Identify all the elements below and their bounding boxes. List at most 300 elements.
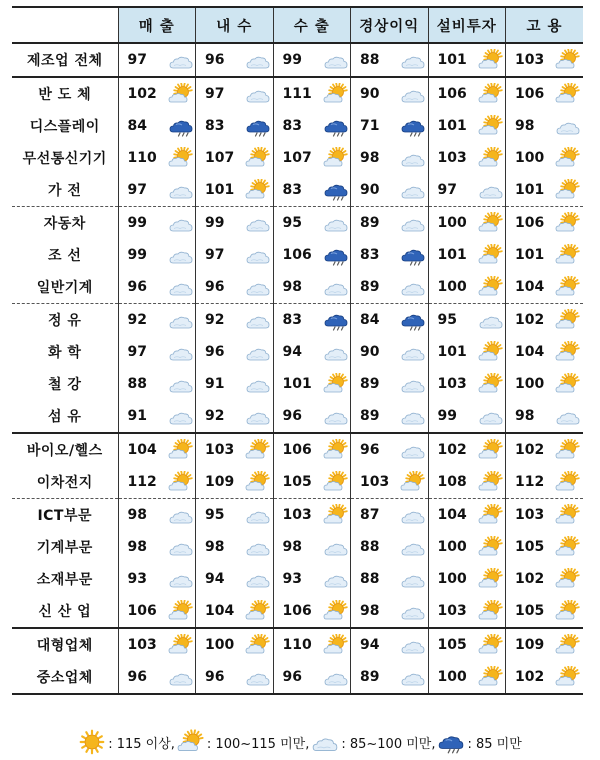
row-label: 섬 유 — [48, 409, 82, 425]
value-cell — [506, 368, 584, 400]
partly-sunny-icon — [478, 373, 504, 395]
value-cell — [273, 368, 351, 400]
value-number: 103 — [127, 637, 157, 653]
partly-sunny-icon — [555, 536, 581, 558]
value-number: 100 — [437, 279, 467, 295]
value-number: 98 — [282, 539, 302, 555]
value-number: 104 — [515, 344, 545, 360]
partly-sunny-icon — [245, 471, 271, 493]
value-cell — [428, 77, 506, 110]
table-row — [12, 531, 583, 563]
value-number: 99 — [282, 52, 302, 68]
value-number: 101 — [515, 182, 545, 198]
row-label: 바이오/헬스 — [12, 433, 118, 466]
value-number: 83 — [282, 312, 302, 328]
cloudy-icon — [400, 600, 426, 622]
value-cell — [273, 595, 351, 628]
value-cell — [196, 174, 274, 207]
value-cell — [196, 271, 274, 304]
value-number: 100 — [205, 637, 235, 653]
value-cell — [196, 433, 274, 466]
value-cell — [428, 110, 506, 142]
value-number: 96 — [205, 669, 225, 685]
value-number: 106 — [437, 86, 467, 102]
col-header: 매 출 — [118, 7, 196, 43]
value-number: 97 — [205, 247, 225, 263]
legend-item — [311, 729, 435, 755]
value-cell — [351, 400, 429, 433]
table-row — [12, 77, 583, 110]
value-cell — [118, 271, 196, 304]
cloudy-icon — [400, 147, 426, 169]
value-cell — [118, 368, 196, 400]
value-number: 87 — [360, 507, 380, 523]
cloudy-icon — [400, 83, 426, 105]
cloudy-icon — [168, 49, 194, 71]
cloudy-icon — [168, 536, 194, 558]
partly-sunny-icon — [555, 341, 581, 363]
row-label: 디스플레이 — [29, 119, 100, 135]
cloudy-icon — [400, 212, 426, 234]
value-number: 89 — [360, 215, 380, 231]
cloudy-icon — [245, 666, 271, 688]
value-number: 84 — [360, 312, 380, 328]
value-number: 83 — [282, 182, 302, 198]
partly-sunny-icon — [400, 471, 426, 493]
value-number: 109 — [205, 474, 235, 490]
value-cell — [118, 433, 196, 466]
value-cell — [428, 628, 506, 661]
value-cell — [196, 207, 274, 240]
value-cell — [428, 368, 506, 400]
value-number: 106 — [282, 603, 312, 619]
bsi-table — [12, 6, 583, 695]
value-number: 106 — [282, 247, 312, 263]
row-label: 일반기계 — [36, 280, 93, 296]
table-row — [12, 271, 583, 304]
value-cell — [196, 239, 274, 271]
value-cell — [273, 304, 351, 337]
value-cell — [506, 499, 584, 532]
legend-text: : 100~115 미만, — [206, 736, 310, 752]
value-number: 97 — [127, 182, 147, 198]
value-number: 107 — [282, 150, 312, 166]
partly-sunny-icon — [478, 634, 504, 656]
row-label: 무선통신기기 — [22, 151, 107, 167]
value-number: 109 — [515, 637, 545, 653]
cloudy-icon — [245, 244, 271, 266]
value-cell — [273, 336, 351, 368]
col-header: 설비투자 — [428, 7, 506, 43]
value-number: 93 — [282, 571, 302, 587]
value-cell — [428, 239, 506, 271]
partly-sunny-icon — [478, 115, 504, 137]
partly-sunny-icon — [555, 600, 581, 622]
legend-item — [177, 729, 309, 755]
value-number: 106 — [127, 603, 157, 619]
value-number: 103 — [437, 150, 467, 166]
value-cell — [118, 207, 196, 240]
table-row — [12, 304, 583, 337]
partly-sunny-icon — [478, 504, 504, 526]
legend-item — [437, 729, 521, 755]
rainy-icon — [323, 179, 349, 201]
value-cell — [273, 77, 351, 110]
value-cell — [273, 531, 351, 563]
value-number: 103 — [437, 376, 467, 392]
value-cell — [428, 142, 506, 174]
value-cell — [428, 595, 506, 628]
value-number: 96 — [127, 669, 147, 685]
cloudy-icon — [323, 276, 349, 298]
value-cell — [118, 400, 196, 433]
partly-sunny-icon — [323, 83, 349, 105]
rainy-icon — [400, 115, 426, 137]
table-row — [12, 239, 583, 271]
cloudy-icon — [168, 309, 194, 331]
value-cell — [196, 563, 274, 595]
value-number: 94 — [360, 637, 380, 653]
value-cell — [428, 563, 506, 595]
cloudy-icon — [168, 179, 194, 201]
partly-sunny-icon — [478, 568, 504, 590]
row-label: 대형업체 — [12, 628, 118, 661]
rainy-icon — [245, 115, 271, 137]
rainy-icon — [400, 309, 426, 331]
partly-sunny-icon — [478, 439, 504, 461]
cloudy-icon — [168, 666, 194, 688]
table-row — [12, 433, 583, 466]
value-number: 97 — [437, 182, 457, 198]
partly-sunny-icon — [323, 471, 349, 493]
value-cell — [196, 595, 274, 628]
partly-sunny-icon — [245, 600, 271, 622]
partly-sunny-icon — [478, 49, 504, 71]
partly-sunny-icon — [478, 471, 504, 493]
value-cell — [506, 466, 584, 499]
value-number: 108 — [437, 474, 467, 490]
cloudy-icon — [555, 115, 581, 137]
col-header: 경상이익 — [351, 7, 429, 43]
rainy-icon — [168, 115, 194, 137]
value-number: 83 — [205, 118, 225, 134]
partly-sunny-icon — [245, 634, 271, 656]
value-cell — [351, 466, 429, 499]
value-cell — [506, 77, 584, 110]
rainy-icon — [323, 244, 349, 266]
legend — [0, 727, 600, 757]
cloudy-icon — [245, 212, 271, 234]
cloudy-icon — [245, 83, 271, 105]
value-cell — [118, 142, 196, 174]
value-cell — [118, 43, 196, 77]
value-cell — [506, 661, 584, 694]
value-cell — [428, 207, 506, 240]
value-number: 98 — [360, 603, 380, 619]
partly-sunny-icon — [478, 666, 504, 688]
cloudy-icon — [245, 276, 271, 298]
value-cell — [351, 336, 429, 368]
value-number: 103 — [205, 442, 235, 458]
value-cell — [506, 110, 584, 142]
value-number: 100 — [437, 571, 467, 587]
value-number: 112 — [515, 474, 545, 490]
value-cell — [196, 400, 274, 433]
partly-sunny-icon — [478, 341, 504, 363]
value-cell — [118, 531, 196, 563]
value-number: 92 — [205, 408, 225, 424]
value-cell — [118, 628, 196, 661]
value-cell — [506, 304, 584, 337]
value-number: 96 — [205, 344, 225, 360]
value-number: 90 — [360, 182, 380, 198]
partly-sunny-icon — [478, 244, 504, 266]
value-cell — [351, 304, 429, 337]
row-label: 소재부문 — [36, 572, 93, 588]
value-cell — [118, 77, 196, 110]
cloudy-icon — [245, 373, 271, 395]
row-label: 조 선 — [48, 248, 82, 264]
col-header: 내 수 — [196, 7, 274, 43]
value-cell — [506, 531, 584, 563]
partly-sunny-icon — [555, 179, 581, 201]
value-cell — [428, 466, 506, 499]
value-cell — [273, 499, 351, 532]
value-cell — [428, 174, 506, 207]
col-header: 수 출 — [273, 7, 351, 43]
row-label: 중소업체 — [36, 670, 93, 686]
value-number: 104 — [515, 279, 545, 295]
partly-sunny-icon — [555, 83, 581, 105]
row-label: 가 전 — [48, 183, 82, 199]
value-cell — [351, 661, 429, 694]
value-number: 95 — [282, 215, 302, 231]
value-number: 97 — [127, 52, 147, 68]
rainy-icon — [323, 309, 349, 331]
table-row — [12, 595, 583, 628]
cloudy-icon — [478, 179, 504, 201]
value-number: 103 — [437, 603, 467, 619]
value-cell — [196, 368, 274, 400]
header-row — [12, 7, 583, 43]
cloudy-icon — [245, 309, 271, 331]
row-label: 이차전지 — [36, 475, 93, 491]
cloudy-icon — [323, 49, 349, 71]
partly-sunny-icon — [555, 244, 581, 266]
cloudy-icon — [323, 212, 349, 234]
value-number: 105 — [437, 637, 467, 653]
value-number: 96 — [205, 52, 225, 68]
value-number: 96 — [282, 408, 302, 424]
value-cell — [506, 142, 584, 174]
value-cell — [196, 77, 274, 110]
value-number: 96 — [282, 669, 302, 685]
value-number: 105 — [515, 603, 545, 619]
row-label: 신 산 업 — [38, 604, 92, 620]
value-number: 102 — [515, 442, 545, 458]
cloudy-icon — [323, 536, 349, 558]
table-row — [12, 661, 583, 694]
partly-sunny-icon — [245, 147, 271, 169]
rainy-icon — [437, 729, 465, 755]
cloudy-icon — [168, 244, 194, 266]
value-number: 101 — [515, 247, 545, 263]
partly-sunny-icon — [555, 212, 581, 234]
value-number: 92 — [127, 312, 147, 328]
table-row — [12, 368, 583, 400]
cloudy-icon — [400, 373, 426, 395]
cloudy-icon — [323, 568, 349, 590]
value-number: 83 — [282, 118, 302, 134]
value-cell — [196, 531, 274, 563]
value-cell — [428, 661, 506, 694]
value-cell — [428, 304, 506, 337]
value-cell — [351, 531, 429, 563]
value-cell — [506, 336, 584, 368]
value-cell — [351, 368, 429, 400]
value-number: 98 — [282, 279, 302, 295]
cloudy-icon — [400, 568, 426, 590]
value-number: 99 — [127, 215, 147, 231]
partly-sunny-icon — [478, 147, 504, 169]
value-number: 112 — [127, 474, 157, 490]
partly-sunny-icon — [177, 729, 205, 755]
partly-sunny-icon — [555, 49, 581, 71]
value-cell — [273, 628, 351, 661]
value-number: 83 — [360, 247, 380, 263]
value-cell — [506, 43, 584, 77]
value-cell — [351, 239, 429, 271]
value-number: 104 — [205, 603, 235, 619]
value-number: 91 — [205, 376, 225, 392]
value-number: 89 — [360, 669, 380, 685]
value-number: 100 — [515, 150, 545, 166]
value-number: 90 — [360, 344, 380, 360]
row-label: 제조업 전체 — [27, 53, 103, 69]
value-number: 110 — [127, 150, 157, 166]
legend-item — [78, 729, 175, 755]
cloudy-icon — [311, 729, 339, 755]
value-cell — [428, 531, 506, 563]
value-number: 101 — [437, 52, 467, 68]
value-number: 98 — [205, 539, 225, 555]
value-cell — [196, 304, 274, 337]
value-number: 96 — [205, 279, 225, 295]
value-cell — [273, 207, 351, 240]
value-number: 98 — [515, 118, 535, 134]
value-cell — [118, 499, 196, 532]
cloudy-icon — [478, 309, 504, 331]
cloudy-icon — [400, 536, 426, 558]
value-number: 98 — [127, 507, 147, 523]
value-number: 97 — [205, 86, 225, 102]
value-cell — [273, 563, 351, 595]
value-number: 98 — [127, 539, 147, 555]
value-cell — [118, 336, 196, 368]
sunny-icon — [78, 729, 106, 755]
value-cell — [118, 304, 196, 337]
value-cell — [428, 433, 506, 466]
partly-sunny-icon — [555, 439, 581, 461]
value-number: 99 — [127, 247, 147, 263]
header-corner — [12, 7, 118, 43]
value-number: 89 — [360, 408, 380, 424]
partly-sunny-icon — [323, 439, 349, 461]
value-cell — [428, 499, 506, 532]
value-number: 96 — [127, 279, 147, 295]
cloudy-icon — [245, 536, 271, 558]
cloudy-icon — [168, 341, 194, 363]
value-cell — [118, 563, 196, 595]
cloudy-icon — [168, 405, 194, 427]
partly-sunny-icon — [555, 504, 581, 526]
value-cell — [273, 174, 351, 207]
partly-sunny-icon — [168, 439, 194, 461]
value-number: 101 — [205, 182, 235, 198]
value-cell — [196, 336, 274, 368]
value-cell — [506, 433, 584, 466]
value-cell — [118, 239, 196, 271]
cloudy-icon — [245, 568, 271, 590]
value-cell — [196, 466, 274, 499]
cloudy-icon — [400, 504, 426, 526]
value-cell — [506, 595, 584, 628]
partly-sunny-icon — [478, 600, 504, 622]
table-row — [12, 466, 583, 499]
value-number: 71 — [360, 118, 380, 134]
value-cell — [196, 142, 274, 174]
partly-sunny-icon — [323, 634, 349, 656]
partly-sunny-icon — [323, 147, 349, 169]
cloudy-icon — [555, 405, 581, 427]
rainy-icon — [323, 115, 349, 137]
legend-text: : 85 미만 — [467, 736, 522, 752]
value-number: 92 — [205, 312, 225, 328]
cloudy-icon — [245, 405, 271, 427]
value-cell — [273, 661, 351, 694]
table-row — [12, 110, 583, 142]
value-number: 98 — [360, 150, 380, 166]
value-number: 104 — [437, 507, 467, 523]
value-number: 103 — [515, 507, 545, 523]
value-number: 100 — [437, 215, 467, 231]
value-number: 103 — [360, 474, 390, 490]
value-number: 88 — [360, 539, 380, 555]
value-number: 97 — [127, 344, 147, 360]
value-cell — [273, 142, 351, 174]
cloudy-icon — [323, 666, 349, 688]
value-cell — [351, 174, 429, 207]
value-cell — [196, 43, 274, 77]
partly-sunny-icon — [478, 212, 504, 234]
cloudy-icon — [478, 405, 504, 427]
row-label: 정 유 — [12, 304, 118, 337]
cloudy-icon — [323, 341, 349, 363]
partly-sunny-icon — [168, 634, 194, 656]
col-header: 고 용 — [506, 7, 584, 43]
value-cell — [506, 400, 584, 433]
partly-sunny-icon — [323, 373, 349, 395]
value-cell — [196, 110, 274, 142]
value-number: 100 — [437, 539, 467, 555]
value-number: 101 — [437, 247, 467, 263]
value-cell — [428, 400, 506, 433]
value-number: 110 — [282, 637, 312, 653]
partly-sunny-icon — [168, 600, 194, 622]
value-cell — [428, 336, 506, 368]
table-row — [12, 400, 583, 433]
value-number: 91 — [127, 408, 147, 424]
